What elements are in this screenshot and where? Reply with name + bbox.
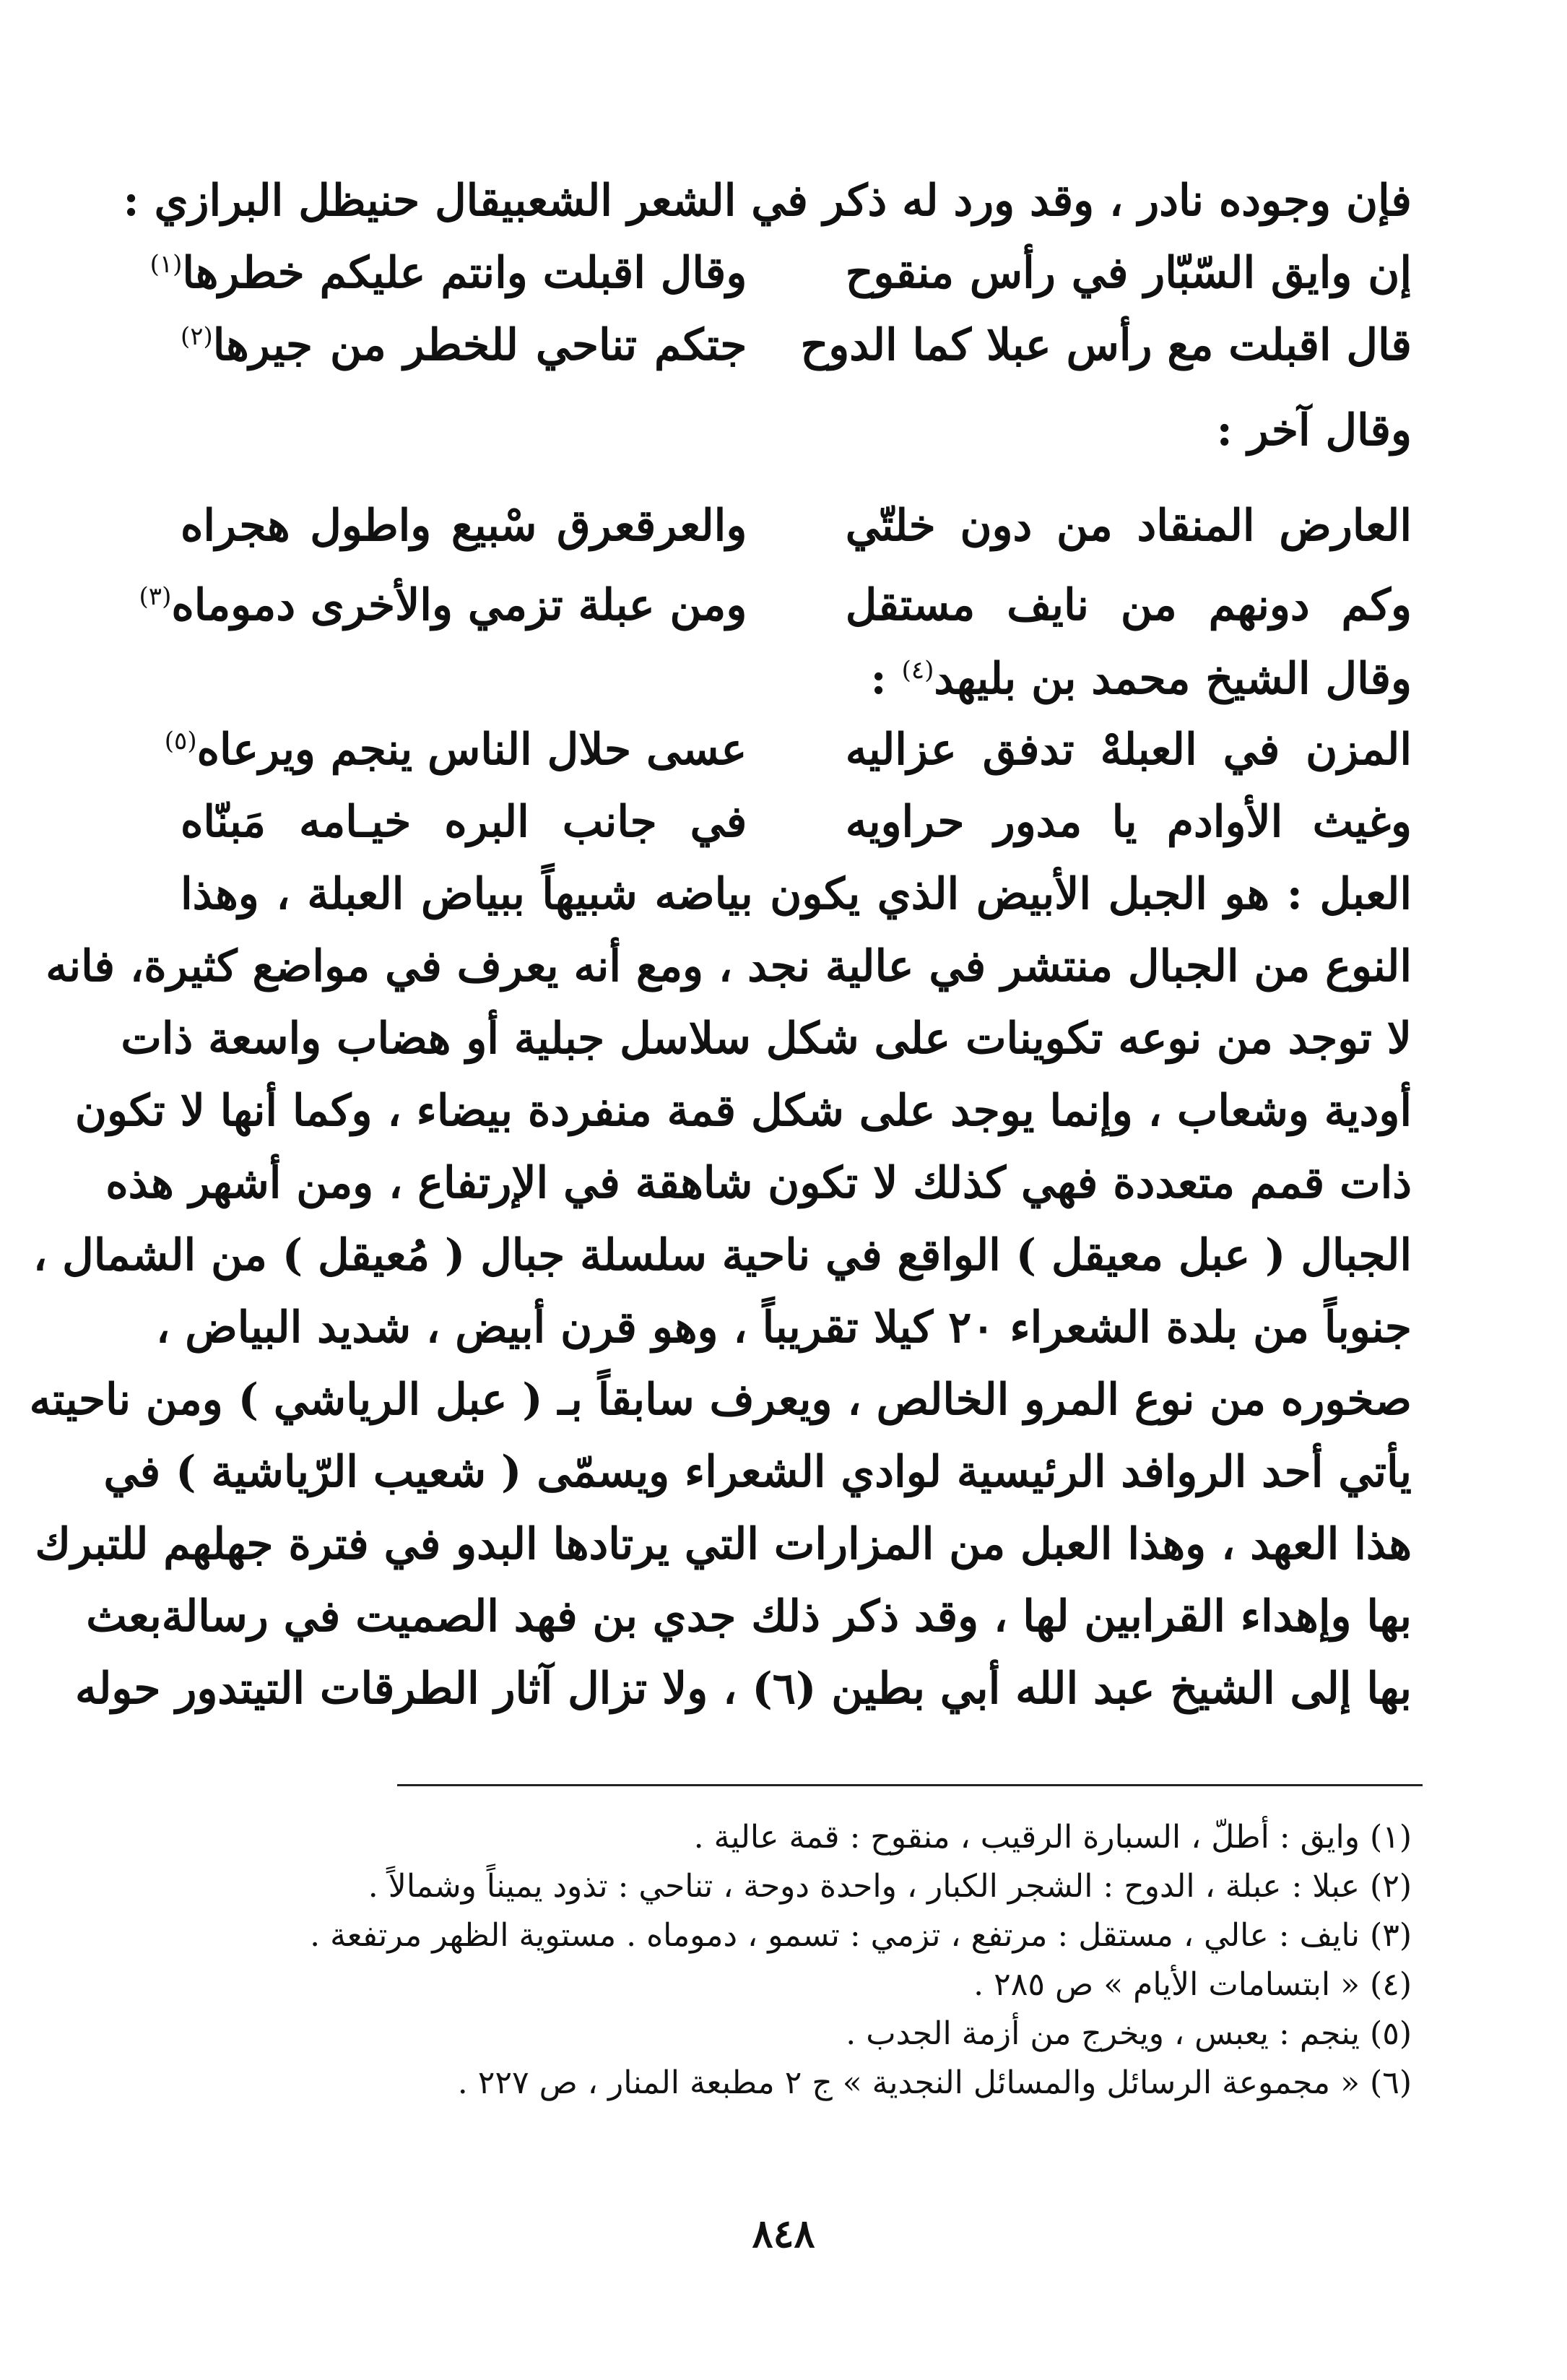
paragraph-line: هذا العهد ، وهذا العبل من المزارات التي يرتادها البدو في فترة جهلهم للتبرك <box>35 1519 1412 1570</box>
verse-line <box>164 715 1412 784</box>
paragraph-line: جنوباً من بلدة الشعراء ٢٠ كيلا تقريباً ، وهو قرن أبيض ، شديد البياض ، <box>156 1302 1412 1353</box>
footnote-marker: (٣) <box>139 582 172 611</box>
footnote: (٤) « ابتسامات الأيام » ص ٢٨٥ . <box>973 1966 1412 2003</box>
verse-right-hemistich: إن وايق السّبّار في رأس منقوح <box>845 248 1412 298</box>
verse-left-hemistich: عسى حلال الناس ينجم ويرعاه$^{(٥)}$ <box>164 724 747 775</box>
footnote-separator <box>397 1784 1423 1786</box>
footnote-marker: (٥) <box>164 727 197 756</box>
paragraph-line: بها إلى الشيخ عبد الله أبي بطين (٦) ، ولا تزال آثار الطرقات التيتدور حوله <box>74 1663 1412 1714</box>
text-line: وقال آخر : <box>1216 405 1412 456</box>
verse-line <box>181 787 1412 857</box>
verse-right-hemistich: المزن في العبلهْ تدفق عزاليه <box>845 724 1412 775</box>
paragraph-line: النوع من الجبال منتشر في عالية نجد ، ومع أنه يعرف في مواضع كثيرة، فانه <box>45 941 1412 992</box>
footnote: (١) وايق : أطلّ ، السبارة الرقيب ، منقوح : قمة عالية . <box>693 1819 1412 1856</box>
paragraph-line: صخوره من نوع المرو الخالص ، ويعرف سابقاً بـ ( عبل الرياشي ) ومن ناحيته <box>29 1375 1412 1425</box>
verse-right-hemistich: قال اقبلت مع رأس عبلا كما الدوح <box>800 320 1412 371</box>
text-line: وقال الشيخ محمد بن بليهد$^{(٤)}$ : <box>870 654 1412 704</box>
paragraph-line: العبل : هو الجبل الأبيض الذي يكون بياضه شبيهاً ببياض العبلة ، وهذا <box>181 869 1412 919</box>
page-number: ٨٤٨ <box>752 2210 815 2256</box>
verse-line <box>181 491 1412 561</box>
verse-right-hemistich: وغيث الأوادم يا مدور حراويه <box>845 797 1412 847</box>
footnote-marker: (٢) <box>181 322 213 351</box>
paragraph-line: الجبال ( عبل معيقل ) الواقع في ناحية سلسلة جبال ( مُعيقل ) من الشمال ، <box>32 1230 1412 1281</box>
verse-left-hemistich: جتكم تناحي للخطر من جيرها$^{(٢)}$ <box>181 320 747 371</box>
footnote: (٥) ينجم : يعبس ، ويخرج من أزمة الجدب . <box>846 2015 1412 2052</box>
paragraph-line: يأتي أحد الروافد الرئيسية لوادي الشعراء ويسمّى ( شعيب الرّياشية ) في <box>103 1447 1412 1497</box>
paragraph-line: بها وإهداء القرابين لها ، وقد ذكر ذلك جدي بن فهد الصميت في رسالةبعث <box>86 1591 1412 1642</box>
text-line: فإن وجوده نادر ، وقد ورد له ذكر في الشعر الشعبيقال حنيظل البرازي : <box>123 176 1412 226</box>
footnote-marker: (١) <box>149 250 183 279</box>
verse-right-hemistich: العارض المنقاد من دون خلتّي <box>845 501 1412 551</box>
verse-left-hemistich: ومن عبلة تزمي والأخرى دموماه$^{(٣)}$ <box>139 580 747 631</box>
verse-left-hemistich: في جانب البره خيـامه مَبنّاه <box>181 797 747 847</box>
verse-line <box>181 311 1412 380</box>
footnote: (٦) « مجموعة الرسائل والمسائل النجدية » ج ٢ مطبعة المنار ، ص ٢٢٧ . <box>457 2064 1412 2101</box>
paragraph-line: ذات قمم متعددة فهي كذلك لا تكون شاهقة في الإرتفاع ، ومن أشهر هذه <box>105 1158 1412 1208</box>
footnote-marker: (٤) <box>901 656 934 685</box>
verse-left-hemistich: وقال اقبلت وانتم عليكم خطرها$^{(١)}$ <box>149 248 747 298</box>
verse-right-hemistich: وكم دونهم من نايف مستقل <box>845 580 1412 631</box>
verse-line <box>149 238 1412 308</box>
footnote: (٢) عبلا : عبلة ، الدوح : الشجر الكبار ، واحدة دوحة ، تناحي : تذود يميناً وشمالاً . <box>368 1868 1412 1905</box>
paragraph-line: أودية وشعاب ، وإنما يوجد على شكل قمة منفردة بيضاء ، وكما أنها لا تكون <box>74 1086 1412 1136</box>
verse-line <box>139 571 1412 640</box>
paragraph-line: لا توجد من نوعه تكوينات على شكل سلاسل جبلية أو هضاب واسعة ذات <box>121 1013 1412 1064</box>
footnote: (٣) نايف : عالي ، مستقل : مرتفع ، تزمي : تسمو ، دموماه . مستوية الظهر مرتفعة . <box>310 1917 1412 1954</box>
verse-left-hemistich: والعرقعرق سْبيع واطول هجراه <box>181 501 747 551</box>
